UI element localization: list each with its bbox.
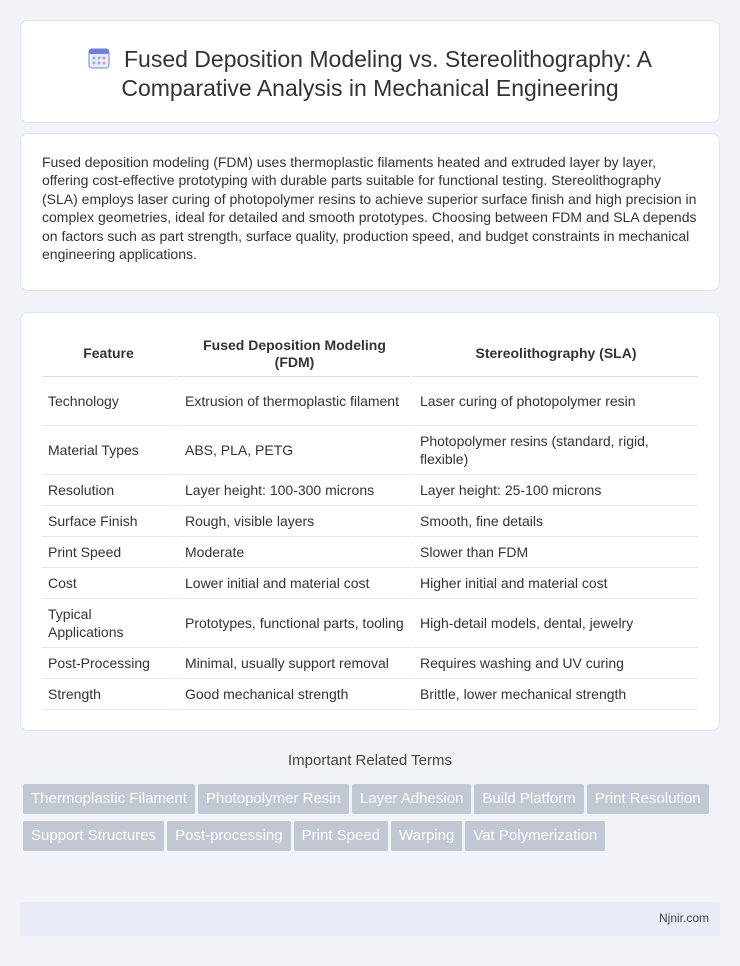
cell-feature: Technology bbox=[42, 377, 175, 426]
cell-feature: Strength bbox=[42, 679, 175, 710]
cell-feature: Print Speed bbox=[42, 537, 175, 568]
cell-feature: Cost bbox=[42, 568, 175, 599]
cell-fdm: Extrusion of thermoplastic filament bbox=[175, 377, 410, 426]
cell-sla: Layer height: 25-100 microns bbox=[410, 475, 698, 506]
cell-feature: Resolution bbox=[42, 475, 175, 506]
table-row bbox=[42, 648, 698, 679]
intro-card bbox=[20, 133, 720, 291]
cell-fdm: Moderate bbox=[175, 537, 410, 568]
related-term-tag[interactable]: Support Structures bbox=[23, 821, 164, 851]
cell-feature: Material Types bbox=[42, 426, 175, 475]
related-term-tag[interactable]: Build Platform bbox=[474, 784, 583, 814]
footer bbox=[20, 902, 720, 936]
cell-fdm: Rough, visible layers bbox=[175, 506, 410, 537]
comparison-table-card bbox=[20, 312, 720, 731]
title-card bbox=[20, 20, 720, 123]
table-row bbox=[42, 599, 698, 648]
header-sla: Stereolithography (SLA) bbox=[410, 331, 698, 377]
comparison-table bbox=[42, 331, 698, 710]
related-term-tag[interactable]: Vat Polymerization bbox=[465, 821, 605, 851]
table-row bbox=[42, 537, 698, 568]
related-term-tag[interactable]: Print Speed bbox=[294, 821, 388, 851]
cell-fdm: Prototypes, functional parts, tooling bbox=[175, 599, 410, 648]
cell-fdm: Layer height: 100-300 microns bbox=[175, 475, 410, 506]
related-term-tag[interactable]: Post-processing bbox=[167, 821, 291, 851]
cell-fdm: Good mechanical strength bbox=[175, 679, 410, 710]
related-term-tag[interactable]: Thermoplastic Filament bbox=[23, 784, 195, 814]
table-row bbox=[42, 679, 698, 710]
cell-fdm: ABS, PLA, PETG bbox=[175, 426, 410, 475]
related-term-tag[interactable]: Layer Adhesion bbox=[352, 784, 471, 814]
cell-sla: Photopolymer resins (standard, rigid, flexible) bbox=[410, 426, 698, 475]
page-title bbox=[21, 45, 719, 103]
table-row bbox=[42, 506, 698, 537]
cell-feature: Surface Finish bbox=[42, 506, 175, 537]
cell-feature: Typical Applications bbox=[42, 599, 175, 648]
title-text: Fused Deposition Modeling vs. Stereolithography: A Comparative Analysis in Mechanical Engineering bbox=[121, 46, 653, 101]
intro-paragraph: Fused deposition modeling (FDM) uses thermoplastic filaments heated and extruded layer by layer, offering cost-effective prototyping with durable parts suitable for functional testing. Stereolithography (SLA) employs laser curing of photopolymer resins to achieve superior surface finish and high precision in complex geometries, ideal for detailed and smooth prototypes. Choosing between FDM and SLA depends on factors such as part strength, surface quality, production speed, and budget constraints in mechanical engineering applications. bbox=[42, 154, 697, 263]
header-fdm: Fused Deposition Modeling (FDM) bbox=[175, 331, 410, 377]
cell-sla: Slower than FDM bbox=[410, 537, 698, 568]
table-row bbox=[42, 377, 698, 426]
cell-feature: Post-Processing bbox=[42, 648, 175, 679]
cell-sla: Brittle, lower mechanical strength bbox=[410, 679, 698, 710]
related-terms-list bbox=[23, 784, 713, 858]
related-terms-title: Important Related Terms bbox=[288, 752, 452, 769]
cell-sla: Higher initial and material cost bbox=[410, 568, 698, 599]
related-term-tag[interactable]: Photopolymer Resin bbox=[198, 784, 349, 814]
cell-sla: Smooth, fine details bbox=[410, 506, 698, 537]
cell-sla: High-detail models, dental, jewelry bbox=[410, 599, 698, 648]
related-term-tag[interactable]: Warping bbox=[391, 821, 462, 851]
cell-fdm: Minimal, usually support removal bbox=[175, 648, 410, 679]
table-row bbox=[42, 475, 698, 506]
cell-fdm: Lower initial and material cost bbox=[175, 568, 410, 599]
cell-sla: Requires washing and UV curing bbox=[410, 648, 698, 679]
table-row bbox=[42, 568, 698, 599]
table-header-row bbox=[42, 331, 698, 377]
footer-brand: Njnir.com bbox=[658, 911, 709, 925]
cell-sla: Laser curing of photopolymer resin bbox=[410, 377, 698, 426]
table-row bbox=[42, 426, 698, 475]
calendar-grid-icon bbox=[88, 47, 110, 69]
header-feature: Feature bbox=[42, 331, 175, 377]
related-term-tag[interactable]: Print Resolution bbox=[587, 784, 709, 814]
